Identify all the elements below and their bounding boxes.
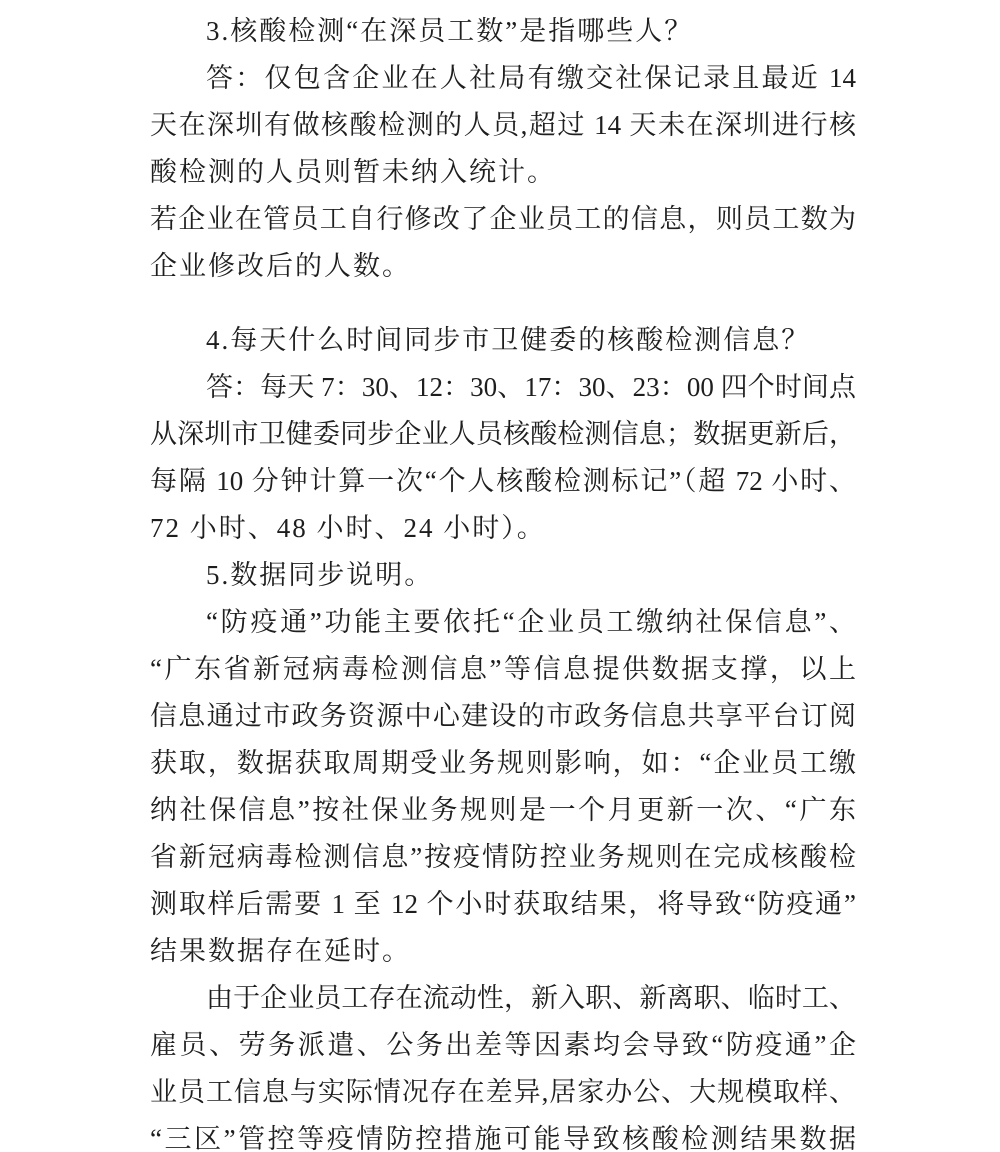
text-line: 每隔 10 分钟计算一次“个人核酸检测标记”（超 72 小时、	[150, 466, 856, 496]
text-line: 4.每天什么时间同步市卫健委的核酸检测信息？	[206, 325, 811, 355]
text-line: 若企业在管员工自行修改了企业员工的信息，则员工数为	[150, 204, 856, 234]
text-line: 酸检测的人员则暂未纳入统计。	[150, 157, 556, 187]
text-line: 获取，数据获取周期受业务规则影响，如：“企业员工缴	[150, 748, 856, 778]
text-line: 雇员、劳务派遣、公务出差等因素均会导致“防疫通”企	[150, 1030, 856, 1060]
text-line: 答：每天 7：30、12：30、17：30、23：00 四个时间点	[206, 372, 856, 402]
text-line: 3.核酸检测“在深员工数”是指哪些人？	[206, 16, 694, 46]
text-line: 答：仅包含企业在人社局有缴交社保记录且最近 14	[206, 63, 856, 93]
document-text-block	[150, 8, 856, 1152]
text-line: 省新冠病毒检测信息”按疫情防控业务规则在完成核酸检	[150, 842, 856, 872]
text-line: 企业修改后的人数。	[150, 251, 411, 281]
text-line: 测取样后需要 1 至 12 个小时获取结果，将导致“防疫通”	[150, 889, 856, 919]
text-line: 信息通过市政务资源中心建设的市政务信息共享平台订阅	[150, 701, 856, 731]
text-line: 结果数据存在延时。	[150, 936, 411, 966]
text-line: 业员工信息与实际情况存在差异,居家办公、大规模取样、	[150, 1077, 856, 1107]
text-line: 纳社保信息”按社保业务规则是一个月更新一次、“广东	[150, 795, 856, 825]
text-line: “三区”管控等疫情防控措施可能导致核酸检测结果数据	[150, 1124, 856, 1152]
text-line: 5.数据同步说明。	[206, 560, 434, 590]
text-line: 从深圳市卫健委同步企业人员核酸检测信息；数据更新后，	[150, 419, 856, 449]
text-line: 72 小时、48 小时、24 小时）。	[150, 513, 546, 543]
text-line: “防疫通”功能主要依托“企业员工缴纳社保信息”、	[206, 607, 856, 637]
text-line: “广东省新冠病毒检测信息”等信息提供数据支撑，以上	[150, 654, 856, 684]
text-line: 由于企业员工存在流动性，新入职、新离职、临时工、	[206, 983, 856, 1013]
text-line: 天在深圳有做核酸检测的人员,超过 14 天未在深圳进行核	[150, 110, 856, 140]
